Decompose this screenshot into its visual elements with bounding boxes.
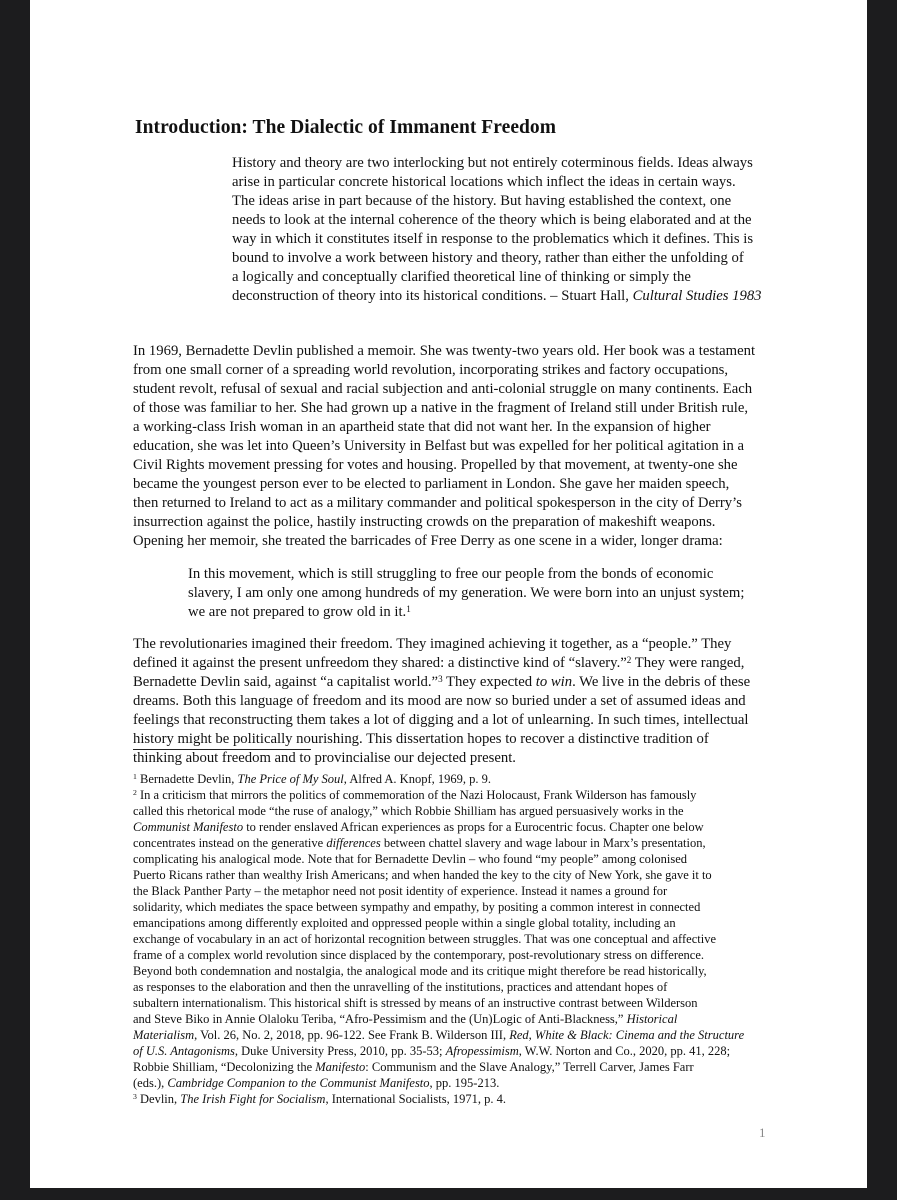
footnote-text: , Vol. 26, No. 2, 2018, pp. 96-122. See Frank B. Wilderson III, — [194, 1028, 510, 1042]
body-line — [133, 674, 750, 691]
cited-title: Manifesto — [315, 1060, 366, 1074]
body-line: In 1969, Bernadette Devlin published a memoir. She was twenty-two years old. Her book was a testament — [133, 343, 756, 359]
footnote-text: , pp. 195-213. — [429, 1076, 500, 1090]
footnote-text: to render enslaved African experiences as props for a Eurocentric focus. Chapter one below — [243, 820, 704, 834]
emphasis-text: differences — [326, 836, 381, 850]
epigraph-line: a logically and conceptually clarified theoretical line of thinking or simply the — [232, 269, 691, 285]
body-line: of those was familiar to her. She had grown up a native in the fragment of Ireland still under British rule, — [133, 400, 749, 416]
epigraph-source-title: Cultural Studies 1983 — [632, 288, 762, 304]
footnote-line — [133, 1044, 730, 1059]
cited-title: Afropessimism — [445, 1044, 519, 1058]
body-line — [133, 655, 744, 672]
body-line: education, she was let into Queen’s University in Belfast but was expelled for her political agitation in a — [133, 438, 745, 454]
body-line: Opening her memoir, she treated the barricades of Free Derry as one scene in a wider, longer drama: — [133, 533, 723, 549]
body-line: insurrection against the police, hastily instructing crowds on the preparation of makeshift weapons. — [133, 514, 716, 530]
footnote-text: , International Socialists, 1971, p. 4. — [325, 1092, 506, 1106]
body-line: feelings that reconstructing them takes a lot of digging and a lot of unlearning. In such times, intellectual — [133, 712, 749, 728]
body-line-text: Bernadette Devlin said, against “a capitalist world.” — [133, 674, 439, 690]
footnote-line — [133, 1028, 744, 1043]
footnote-line: solidarity, which mediates the space between sympathy and empathy, by positing a common interest in connected — [133, 900, 701, 914]
footnote-line — [133, 1060, 694, 1075]
footnote-1 — [133, 772, 491, 787]
footnote-number: 3 — [133, 1092, 137, 1102]
footnote-line: emancipations among differently exploited and oppressed people within a single global totality, including an — [133, 916, 676, 930]
body-line: became the youngest person ever to be elected to parliament in London. She gave her maiden speech, — [133, 476, 730, 492]
cited-title: Materialism — [133, 1028, 195, 1042]
body-line: then returned to Ireland to act as a military commander and political spokesperson in the city of Derry’s — [133, 495, 742, 511]
footnote-line — [133, 820, 704, 835]
footnote-text: In a criticism that mirrors the politics of commemoration of the Nazi Holocaust, Frank Wilderson has famously — [136, 788, 697, 802]
page-number: 1 — [759, 1125, 766, 1140]
footnote-text: (eds.), — [133, 1076, 168, 1090]
epigraph-line: needs to look at the internal coherence of the theory which is being elaborated and at the — [232, 212, 752, 228]
footnote-3 — [133, 1092, 506, 1107]
quote-line-text: we are not prepared to grow old in it. — [188, 604, 407, 620]
body-line: Civil Rights movement pressing for votes and housing. Propelled by that movement, at twenty-one she — [133, 457, 738, 473]
footnote-ref-3[interactable]: 3 — [438, 673, 443, 684]
footnote-separator — [133, 749, 311, 750]
footnote-line — [133, 1012, 677, 1027]
body-line-text: defined it against the present unfreedom they shared: a distinctive kind of “slavery.” — [133, 655, 627, 671]
footnote-text: Bernadette Devlin, — [136, 772, 238, 786]
footnote-line: exchange of vocabulary in an act of horizontal recognition between struggles. That was one conceptual and affective — [133, 932, 716, 946]
quote-line: In this movement, which is still struggling to free our people from the bonds of economic — [188, 566, 714, 582]
body-line: history might be politically nourishing. This dissertation hopes to recover a distinctive tradition of — [133, 731, 709, 747]
cited-title: Cambridge Companion to the Communist Manifesto — [167, 1076, 430, 1090]
chapter-heading: Introduction: The Dialectic of Immanent Freedom — [135, 117, 557, 138]
epigraph-line: bound to involve a work between history and theory, rather than either the unfolding of — [232, 250, 744, 266]
epigraph-line: The ideas arise in part because of the history. But having established the context, one — [232, 193, 732, 209]
quote-line — [188, 604, 411, 621]
footnote-text: between chattel slavery and wage labour in Marx’s presentation, — [380, 836, 706, 850]
footnote-line: complicating his analogical mode. Note that for Bernadette Devlin – who found “my people” among colonised — [133, 852, 688, 866]
footnote-line: as responses to the elaboration and then the unravelling of the institutions, practices and attendant hopes of — [133, 980, 668, 994]
epigraph-line: History and theory are two interlocking but not entirely coterminous fields. Ideas always — [232, 155, 753, 171]
footnote-line: called this rhetorical mode “the ruse of analogy,” which Robbie Shilliam has argued persuasively works in the — [133, 804, 684, 818]
quote-line: slavery, I am only one among hundreds of my generation. We were born into an unjust system; — [188, 585, 745, 601]
cited-title: The Irish Fight for Socialism — [180, 1092, 326, 1106]
body-line-text: They were ranged, — [631, 655, 745, 671]
footnote-line: subaltern internationalism. This historical shift is stressed by means of an instructive contrast between Wilderson — [133, 996, 698, 1010]
body-line-text: They expected — [442, 674, 536, 690]
footnote-text: and Steve Biko in Annie Olaloku Teriba, “Afro-Pessimism and the (Un)Logic of Anti-Blackness,” — [133, 1012, 627, 1026]
cited-title: Communist Manifesto — [133, 820, 244, 834]
footnote-text: , W.W. Norton and Co., 2020, pp. 41, 228; — [518, 1044, 731, 1058]
emphasis-text: to win — [535, 674, 573, 690]
cited-title: Historical — [626, 1012, 678, 1026]
footnote-text: , Alfred A. Knopf, 1969, p. 9. — [343, 772, 491, 786]
footnote-line: Beyond both condemnation and nostalgia, the analogical mode and its critique might therefore be read historically, — [133, 964, 707, 978]
document-page — [30, 0, 867, 1188]
footnote-line: frame of a complex world revolution since displaced by the contemporary, post-revolutionary stress on difference. — [133, 948, 704, 962]
footnote-line — [133, 836, 706, 851]
body-line: dreams. Both this language of freedom and its mood are now so buried under a set of assumed ideas and — [133, 693, 746, 709]
body-line: a working-class Irish woman in an apartheid state that did not want her. In the expansion of higher — [133, 419, 711, 435]
footnote-2 — [133, 788, 696, 803]
footnote-text: Devlin, — [136, 1092, 181, 1106]
footnote-text: Robbie Shilliam, “Decolonizing the — [133, 1060, 316, 1074]
footnote-line: Puerto Ricans rather than wealthy Irish Americans; and when handed the key to the city of New York, she gave it to — [133, 868, 712, 882]
epigraph-attribution-line — [232, 288, 762, 305]
footnote-ref-1[interactable]: 1 — [406, 603, 411, 614]
epigraph-line: arise in particular concrete historical locations which inflect the ideas in certain ways. — [232, 174, 736, 190]
footnote-text: concentrates instead on the generative — [133, 836, 327, 850]
body-line: thinking about freedom and to provincialise our dejected present. — [133, 750, 516, 766]
body-line-text: . We live in the debris of these — [572, 674, 751, 690]
footnote-text: : Communism and the Slave Analogy,” Terrell Carver, James Farr — [365, 1060, 694, 1074]
footnote-text: , Duke University Press, 2010, pp. 35-53; — [234, 1044, 446, 1058]
cited-title: of U.S. Antagonisms — [133, 1044, 235, 1058]
epigraph-line-text: deconstruction of theory into its historical conditions. – Stuart Hall, — [232, 288, 633, 304]
body-line: student revolt, refusal of sexual and racial subjection and anti-colonial struggle on many continents. Each — [133, 381, 753, 397]
body-line: The revolutionaries imagined their freedom. They imagined achieving it together, as a “people.” They — [133, 636, 732, 652]
footnote-number: 1 — [133, 772, 137, 782]
footnote-line: the Black Panther Party – the metaphor need not posit identity of experience. Instead it names a ground for — [133, 884, 668, 898]
cited-title: The Price of My Soul — [237, 772, 344, 786]
cited-title: Red, White & Black: Cinema and the Structure — [509, 1028, 745, 1042]
footnote-line — [133, 1076, 499, 1091]
body-line: from one small corner of a spreading world revolution, incorporating strikes and factory occupations, — [133, 362, 729, 378]
footnote-ref-2[interactable]: 2 — [626, 654, 632, 665]
epigraph-line: way in which it constitutes itself in response to the problematics which it defines. This is — [232, 231, 754, 247]
footnote-number: 2 — [133, 788, 137, 798]
